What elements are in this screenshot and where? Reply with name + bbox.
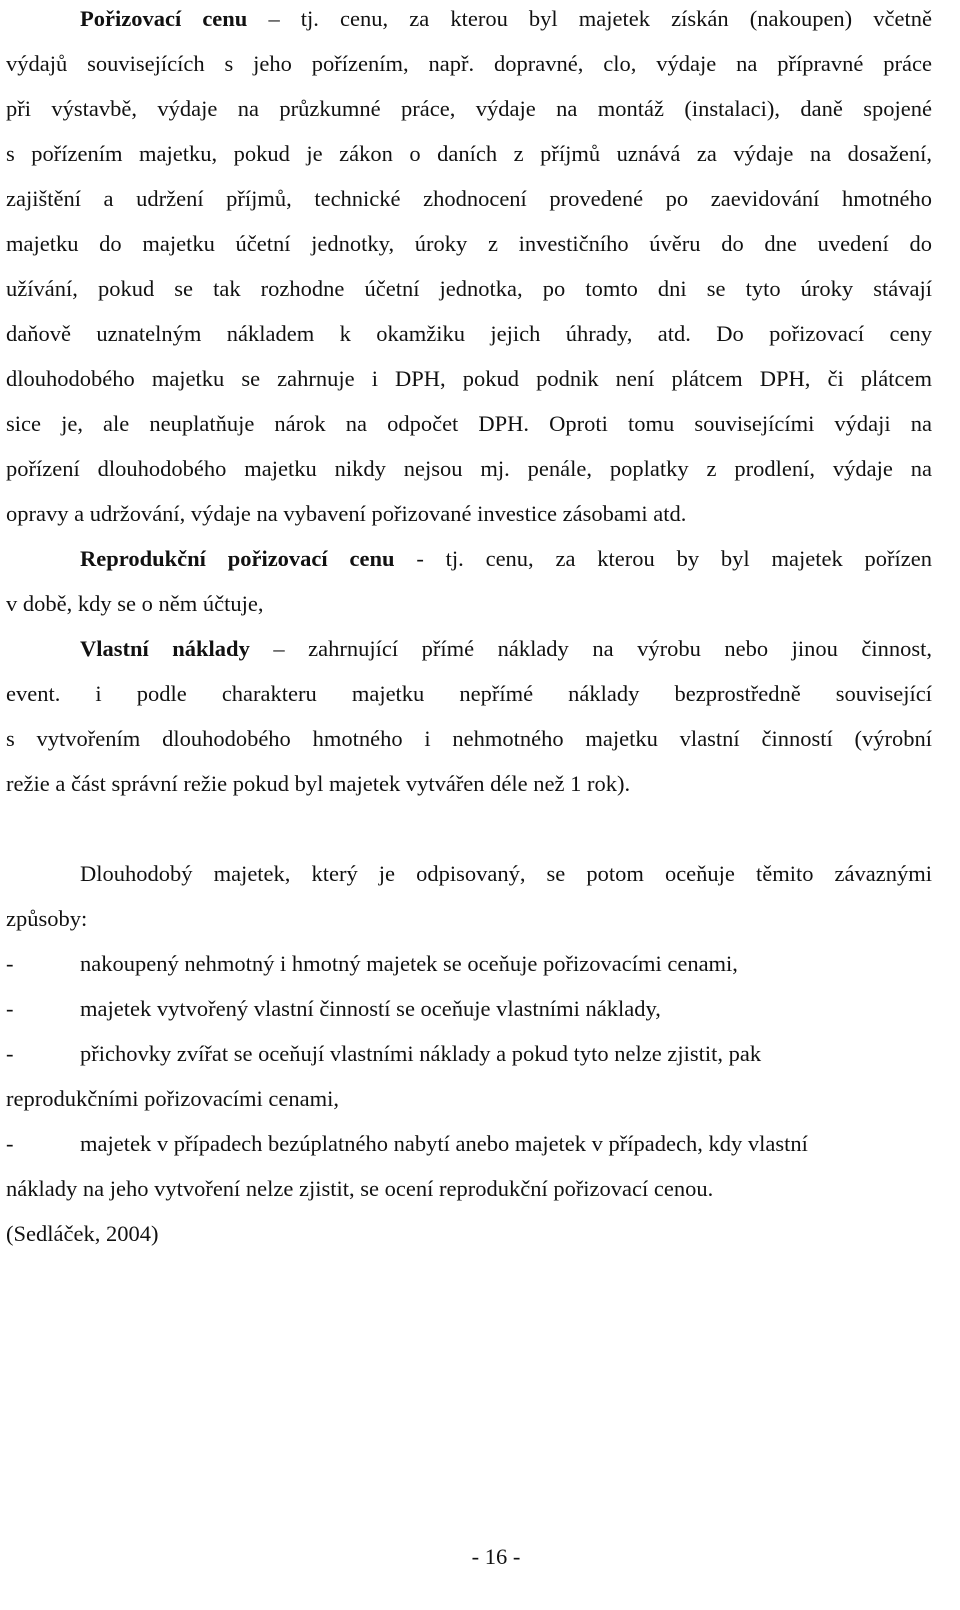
paragraph-1-line: daňově uznatelným nákladem k okamžiku jejich úhrady, atd. Do pořizovací ceny (6, 321, 932, 346)
list-item-text: majetek v případech bezúplatného nabytí anebo majetek v případech, kdy vlastní (80, 1131, 808, 1156)
list-item-text: nakoupený nehmotný i hmotný majetek se oceňuje pořizovacími cenami, (80, 951, 738, 976)
paragraph-3-line: event. i podle charakteru majetku nepřímé náklady bezprostředně související (6, 681, 932, 706)
list-item-text: přichovky zvířat se oceňují vlastními náklady a pokud tyto nelze zjistit, pak (80, 1041, 762, 1066)
paragraph-1-line: pořízení dlouhodobého majetku nikdy nejsou mj. penále, poplatky z prodlení, výdaje na (6, 456, 932, 481)
list-item-continuation: reprodukčními pořizovacími cenami, (6, 1086, 340, 1111)
paragraph-1-line: výdajů souvisejících s jeho pořízením, např. dopravné, clo, výdaje na přípravné práce (6, 51, 932, 76)
paragraph-1-line-1: Pořizovací cenu – tj. cenu, za kterou byl majetek získán (nakoupen) včetně (80, 6, 932, 31)
paragraph-1-line: užívání, pokud se tak rozhodne účetní jednotka, po tomto dni se tyto úroky stávají (6, 276, 932, 301)
list-dash: - (6, 996, 14, 1021)
page-number: - 16 - (471, 1544, 521, 1569)
paragraph-1-line: majetku do majetku účetní jednotky, úroky z investičního úvěru do dne uvedení do (6, 231, 932, 256)
term-vlastni-naklady: Vlastní náklady (80, 636, 250, 661)
paragraph-2-line-last: v době, kdy se o něm účtuje, (6, 591, 264, 616)
paragraph-4-line-last: způsoby: (6, 906, 88, 931)
citation: (Sedláček, 2004) (6, 1221, 159, 1246)
paragraph-1-line: dlouhodobého majetku se zahrnuje i DPH, pokud podnik není plátcem DPH, či plátcem (6, 366, 932, 391)
paragraph-3-line-last: režie a část správní režie pokud byl majetek vytvářen déle než 1 rok). (6, 771, 631, 796)
list-dash: - (6, 1041, 14, 1066)
term-reprodukcni-porizovaci-cena: Reprodukční pořizovací cenu (80, 546, 395, 571)
paragraph-1-line: s pořízením majetku, pokud je zákon o daních z příjmů uznává za výdaje na dosažení, (6, 141, 932, 166)
paragraph-3-line: s vytvořením dlouhodobého hmotného i nehmotného majetku vlastní činností (výrobní (6, 726, 932, 751)
paragraph-1-line: zajištění a udržení příjmů, technické zhodnocení provedené po zaevidování hmotného (6, 186, 932, 211)
list-dash: - (6, 951, 14, 976)
paragraph-1-line: při výstavbě, výdaje na průzkumné práce, výdaje na montáž (instalaci), daně spojené (6, 96, 932, 121)
paragraph-2-line-1: Reprodukční pořizovací cenu - tj. cenu, za kterou by byl majetek pořízen (80, 546, 932, 571)
paragraph-3-line-1: Vlastní náklady – zahrnující přímé náklady na výrobu nebo jinou činnost, (80, 636, 932, 661)
paragraph-1-line: sice je, ale neuplatňuje nárok na odpočet DPH. Oproti tomu souvisejícími výdaji na (6, 411, 932, 436)
list-dash: - (6, 1131, 14, 1156)
list-item-text: majetek vytvořený vlastní činností se oceňuje vlastními náklady, (80, 996, 661, 1021)
term-porizovaci-cena: Pořizovací cenu (80, 6, 248, 31)
list-item-continuation: náklady na jeho vytvoření nelze zjistit, se ocení reprodukční pořizovací cenou. (6, 1176, 714, 1201)
paragraph-4-line-1: Dlouhodobý majetek, který je odpisovaný, se potom oceňuje těmito závaznými (80, 861, 932, 886)
paragraph-1-line-last: opravy a udržování, výdaje na vybavení pořizované investice zásobami atd. (6, 501, 687, 526)
